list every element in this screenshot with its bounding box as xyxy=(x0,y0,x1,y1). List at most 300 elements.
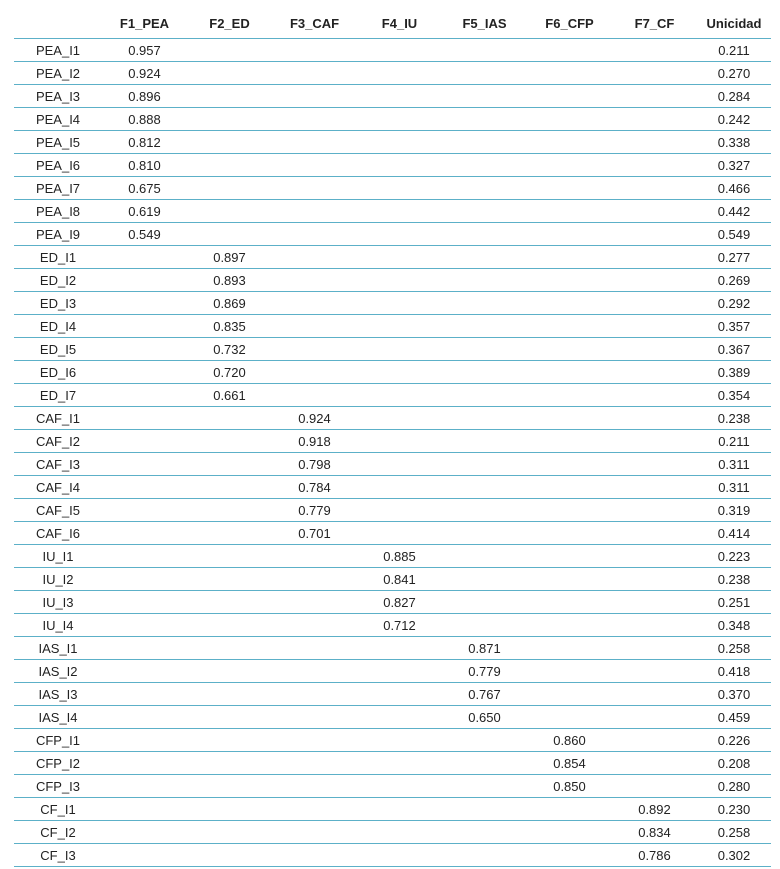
loading-value xyxy=(102,591,187,614)
loading-value xyxy=(442,361,527,384)
loading-value xyxy=(612,407,697,430)
uniqueness-value: 0.311 xyxy=(697,476,771,499)
loading-value xyxy=(272,752,357,775)
loading-value xyxy=(272,798,357,821)
uniqueness-value: 0.251 xyxy=(697,591,771,614)
loading-value xyxy=(442,453,527,476)
loading-value xyxy=(527,499,612,522)
loading-value xyxy=(272,315,357,338)
loading-value xyxy=(612,660,697,683)
loading-value xyxy=(527,269,612,292)
loading-value xyxy=(272,85,357,108)
loading-value xyxy=(102,568,187,591)
loading-value xyxy=(442,131,527,154)
loading-value xyxy=(102,361,187,384)
item-label: IU_I1 xyxy=(14,545,102,568)
loading-value xyxy=(357,246,442,269)
loading-value: 0.810 xyxy=(102,154,187,177)
loading-value xyxy=(442,821,527,844)
loading-value xyxy=(187,660,272,683)
loading-value xyxy=(272,131,357,154)
loading-value: 0.924 xyxy=(272,407,357,430)
loading-value xyxy=(357,131,442,154)
uniqueness-value: 0.284 xyxy=(697,85,771,108)
uniqueness-value: 0.357 xyxy=(697,315,771,338)
item-label: PEA_I8 xyxy=(14,200,102,223)
loading-value xyxy=(527,430,612,453)
uniqueness-value: 0.223 xyxy=(697,545,771,568)
table-row xyxy=(14,522,771,545)
loading-value xyxy=(357,177,442,200)
loading-value: 0.924 xyxy=(102,62,187,85)
loading-value xyxy=(272,246,357,269)
loading-value xyxy=(357,200,442,223)
loading-value: 0.767 xyxy=(442,683,527,706)
loading-value xyxy=(357,315,442,338)
loading-value: 0.779 xyxy=(272,499,357,522)
loading-value xyxy=(527,223,612,246)
table-row xyxy=(14,775,771,798)
uniqueness-value: 0.319 xyxy=(697,499,771,522)
item-label: PEA_I1 xyxy=(14,39,102,62)
loading-value xyxy=(187,453,272,476)
table-row xyxy=(14,384,771,407)
loading-value xyxy=(357,430,442,453)
loading-value xyxy=(272,223,357,246)
uniqueness-value: 0.418 xyxy=(697,660,771,683)
table-row xyxy=(14,637,771,660)
item-label: PEA_I9 xyxy=(14,223,102,246)
table-row xyxy=(14,568,771,591)
loading-value: 0.885 xyxy=(357,545,442,568)
loading-value xyxy=(102,476,187,499)
loading-value xyxy=(442,108,527,131)
uniqueness-value: 0.258 xyxy=(697,637,771,660)
item-label: ED_I3 xyxy=(14,292,102,315)
loading-value xyxy=(272,154,357,177)
uniqueness-value: 0.348 xyxy=(697,614,771,637)
loading-value xyxy=(527,39,612,62)
loading-value xyxy=(442,430,527,453)
loading-value xyxy=(442,200,527,223)
loading-value xyxy=(612,637,697,660)
loading-value xyxy=(612,522,697,545)
item-label: CFP_I1 xyxy=(14,729,102,752)
uniqueness-value: 0.338 xyxy=(697,131,771,154)
uniqueness-value: 0.354 xyxy=(697,384,771,407)
loading-value xyxy=(272,361,357,384)
loading-value xyxy=(527,706,612,729)
loading-value: 0.798 xyxy=(272,453,357,476)
loading-value xyxy=(357,384,442,407)
loading-value xyxy=(527,637,612,660)
loading-value xyxy=(102,453,187,476)
loading-value xyxy=(442,568,527,591)
loading-value xyxy=(272,62,357,85)
loading-value xyxy=(357,39,442,62)
loading-value xyxy=(527,200,612,223)
loading-value: 0.860 xyxy=(527,729,612,752)
loading-value xyxy=(442,223,527,246)
loading-value xyxy=(187,476,272,499)
item-label: PEA_I2 xyxy=(14,62,102,85)
loading-value xyxy=(612,292,697,315)
loading-value xyxy=(612,752,697,775)
loading-value xyxy=(442,545,527,568)
loading-value xyxy=(357,154,442,177)
item-label: CFP_I3 xyxy=(14,775,102,798)
item-label: CF_I2 xyxy=(14,821,102,844)
table-row xyxy=(14,62,771,85)
loading-value: 0.892 xyxy=(612,798,697,821)
loading-value: 0.841 xyxy=(357,568,442,591)
table-row xyxy=(14,752,771,775)
loading-value xyxy=(187,522,272,545)
uniqueness-value: 0.277 xyxy=(697,246,771,269)
loading-value xyxy=(612,62,697,85)
uniqueness-value: 0.414 xyxy=(697,522,771,545)
loading-value xyxy=(272,706,357,729)
loading-value: 0.835 xyxy=(187,315,272,338)
table-row xyxy=(14,131,771,154)
loading-value xyxy=(102,407,187,430)
loading-value xyxy=(272,660,357,683)
table-row xyxy=(14,430,771,453)
loading-value xyxy=(187,200,272,223)
loading-value xyxy=(612,200,697,223)
loading-value xyxy=(187,683,272,706)
loading-value xyxy=(442,729,527,752)
uniqueness-value: 0.211 xyxy=(697,39,771,62)
table-row xyxy=(14,798,771,821)
loading-value xyxy=(272,338,357,361)
loading-value xyxy=(442,752,527,775)
loading-value xyxy=(357,660,442,683)
loading-value xyxy=(102,545,187,568)
item-label: ED_I5 xyxy=(14,338,102,361)
uniqueness-value: 0.292 xyxy=(697,292,771,315)
loading-value xyxy=(272,39,357,62)
item-label: PEA_I4 xyxy=(14,108,102,131)
uniqueness-value: 0.459 xyxy=(697,706,771,729)
uniqueness-value: 0.311 xyxy=(697,453,771,476)
loading-value xyxy=(357,752,442,775)
loading-value xyxy=(527,660,612,683)
header-f3-caf: F3_CAF xyxy=(272,8,357,39)
loading-value xyxy=(187,614,272,637)
loading-value xyxy=(442,798,527,821)
loading-value: 0.893 xyxy=(187,269,272,292)
loading-value xyxy=(527,85,612,108)
loading-value: 0.812 xyxy=(102,131,187,154)
loading-value xyxy=(102,384,187,407)
item-label: CF_I1 xyxy=(14,798,102,821)
item-label: ED_I7 xyxy=(14,384,102,407)
item-label: ED_I4 xyxy=(14,315,102,338)
item-label: CF_I3 xyxy=(14,844,102,867)
loading-value xyxy=(527,522,612,545)
loading-value xyxy=(187,545,272,568)
loading-value xyxy=(187,499,272,522)
table-row xyxy=(14,338,771,361)
uniqueness-value: 0.389 xyxy=(697,361,771,384)
header-item xyxy=(14,8,102,39)
loading-value xyxy=(612,706,697,729)
loading-value xyxy=(102,637,187,660)
loading-value: 0.827 xyxy=(357,591,442,614)
header-unicidad: Unicidad xyxy=(697,8,771,39)
item-label: CAF_I5 xyxy=(14,499,102,522)
loading-value xyxy=(527,292,612,315)
loading-value xyxy=(612,338,697,361)
table-row xyxy=(14,660,771,683)
table-row xyxy=(14,269,771,292)
item-label: IU_I2 xyxy=(14,568,102,591)
table-row xyxy=(14,844,771,867)
loading-value xyxy=(102,798,187,821)
loading-value xyxy=(612,177,697,200)
loading-value xyxy=(357,522,442,545)
item-label: ED_I6 xyxy=(14,361,102,384)
loading-value xyxy=(357,729,442,752)
loading-value xyxy=(102,522,187,545)
loading-value xyxy=(612,384,697,407)
header-f6-cfp: F6_CFP xyxy=(527,8,612,39)
loading-value xyxy=(272,177,357,200)
loading-value xyxy=(102,430,187,453)
loading-value xyxy=(612,453,697,476)
loading-value xyxy=(612,775,697,798)
loading-value xyxy=(102,729,187,752)
loading-value xyxy=(357,85,442,108)
loading-value xyxy=(272,269,357,292)
loading-value xyxy=(527,545,612,568)
table-row xyxy=(14,246,771,269)
table-row xyxy=(14,683,771,706)
table-body xyxy=(14,39,771,867)
table-row xyxy=(14,545,771,568)
loading-value: 0.896 xyxy=(102,85,187,108)
loading-value xyxy=(612,430,697,453)
loading-value: 0.720 xyxy=(187,361,272,384)
loading-value xyxy=(357,361,442,384)
loading-value xyxy=(102,269,187,292)
loading-value xyxy=(612,591,697,614)
uniqueness-value: 0.238 xyxy=(697,407,771,430)
loading-value xyxy=(442,614,527,637)
loading-value xyxy=(102,614,187,637)
loading-value xyxy=(527,476,612,499)
loading-value xyxy=(442,384,527,407)
uniqueness-value: 0.258 xyxy=(697,821,771,844)
loading-value xyxy=(357,407,442,430)
uniqueness-value: 0.466 xyxy=(697,177,771,200)
loading-value xyxy=(527,177,612,200)
loading-value xyxy=(527,798,612,821)
loading-value xyxy=(527,614,612,637)
loading-value: 0.957 xyxy=(102,39,187,62)
loading-value xyxy=(102,844,187,867)
loading-value xyxy=(187,821,272,844)
loading-value: 0.918 xyxy=(272,430,357,453)
loading-value xyxy=(102,821,187,844)
loading-value: 0.619 xyxy=(102,200,187,223)
loading-value xyxy=(442,591,527,614)
item-label: IU_I3 xyxy=(14,591,102,614)
loading-value: 0.549 xyxy=(102,223,187,246)
uniqueness-value: 0.442 xyxy=(697,200,771,223)
table-row xyxy=(14,499,771,522)
loading-value xyxy=(187,729,272,752)
loading-value xyxy=(612,85,697,108)
loading-value xyxy=(442,338,527,361)
loading-value xyxy=(357,223,442,246)
loading-value xyxy=(527,821,612,844)
loading-value xyxy=(357,706,442,729)
loading-value xyxy=(272,292,357,315)
loading-value xyxy=(527,844,612,867)
loading-value xyxy=(527,315,612,338)
loading-value xyxy=(612,246,697,269)
loading-value xyxy=(187,62,272,85)
loading-value xyxy=(357,683,442,706)
uniqueness-value: 0.327 xyxy=(697,154,771,177)
table-row xyxy=(14,154,771,177)
table-row xyxy=(14,361,771,384)
uniqueness-value: 0.302 xyxy=(697,844,771,867)
loading-value xyxy=(102,292,187,315)
loading-value xyxy=(187,844,272,867)
loading-value xyxy=(102,315,187,338)
loading-value xyxy=(187,706,272,729)
loading-value xyxy=(187,752,272,775)
table-row xyxy=(14,614,771,637)
loading-value xyxy=(187,591,272,614)
loading-value xyxy=(527,154,612,177)
loading-value xyxy=(442,246,527,269)
item-label: CAF_I2 xyxy=(14,430,102,453)
uniqueness-value: 0.208 xyxy=(697,752,771,775)
table-row xyxy=(14,821,771,844)
table-row xyxy=(14,591,771,614)
item-label: IAS_I4 xyxy=(14,706,102,729)
loading-value xyxy=(187,177,272,200)
loading-value xyxy=(187,798,272,821)
loading-value: 0.701 xyxy=(272,522,357,545)
loading-value xyxy=(442,177,527,200)
loading-value xyxy=(442,775,527,798)
uniqueness-value: 0.242 xyxy=(697,108,771,131)
table-row xyxy=(14,292,771,315)
table-row xyxy=(14,177,771,200)
loading-value xyxy=(357,476,442,499)
loading-value xyxy=(527,453,612,476)
loading-value xyxy=(357,844,442,867)
loading-value xyxy=(527,62,612,85)
loading-value: 0.834 xyxy=(612,821,697,844)
table-row xyxy=(14,108,771,131)
header-f5-ias: F5_IAS xyxy=(442,8,527,39)
uniqueness-value: 0.230 xyxy=(697,798,771,821)
loading-value xyxy=(102,706,187,729)
loading-value xyxy=(187,568,272,591)
loading-value xyxy=(102,499,187,522)
table-header-row xyxy=(14,8,771,39)
loading-value xyxy=(357,637,442,660)
loading-value xyxy=(612,39,697,62)
table-row xyxy=(14,706,771,729)
loading-value xyxy=(612,499,697,522)
loading-value xyxy=(357,775,442,798)
loading-value xyxy=(272,108,357,131)
header-f4-iu: F4_IU xyxy=(357,8,442,39)
loading-value: 0.871 xyxy=(442,637,527,660)
loading-value: 0.650 xyxy=(442,706,527,729)
loading-value xyxy=(272,775,357,798)
loading-value xyxy=(357,499,442,522)
loading-value: 0.854 xyxy=(527,752,612,775)
uniqueness-value: 0.238 xyxy=(697,568,771,591)
loading-value xyxy=(187,407,272,430)
loading-value: 0.661 xyxy=(187,384,272,407)
loading-value xyxy=(442,315,527,338)
loading-value: 0.779 xyxy=(442,660,527,683)
loading-value xyxy=(272,545,357,568)
loading-value xyxy=(272,683,357,706)
loading-value xyxy=(187,154,272,177)
loading-value xyxy=(272,729,357,752)
loading-value xyxy=(187,39,272,62)
loading-value xyxy=(527,108,612,131)
loading-value xyxy=(527,407,612,430)
uniqueness-value: 0.269 xyxy=(697,269,771,292)
loading-value xyxy=(442,844,527,867)
uniqueness-value: 0.211 xyxy=(697,430,771,453)
loading-value xyxy=(442,476,527,499)
table-row xyxy=(14,453,771,476)
item-label: ED_I1 xyxy=(14,246,102,269)
loading-value xyxy=(272,384,357,407)
loading-value xyxy=(527,591,612,614)
loading-value xyxy=(527,361,612,384)
table-row xyxy=(14,200,771,223)
header-f7-cf: F7_CF xyxy=(612,8,697,39)
table-row xyxy=(14,39,771,62)
loading-value xyxy=(612,223,697,246)
loading-value xyxy=(612,614,697,637)
loading-value xyxy=(442,39,527,62)
loading-value xyxy=(612,545,697,568)
loading-value xyxy=(612,361,697,384)
item-label: CAF_I3 xyxy=(14,453,102,476)
loading-value xyxy=(187,85,272,108)
loading-value xyxy=(612,729,697,752)
loading-value xyxy=(357,269,442,292)
loading-value xyxy=(527,338,612,361)
loading-value xyxy=(357,292,442,315)
loading-value xyxy=(357,798,442,821)
loading-value xyxy=(357,62,442,85)
loading-value xyxy=(612,568,697,591)
loading-value xyxy=(102,775,187,798)
loading-value xyxy=(187,637,272,660)
item-label: ED_I2 xyxy=(14,269,102,292)
loading-value xyxy=(357,453,442,476)
table-row xyxy=(14,407,771,430)
loading-value: 0.869 xyxy=(187,292,272,315)
loading-value xyxy=(272,591,357,614)
loading-value xyxy=(527,246,612,269)
